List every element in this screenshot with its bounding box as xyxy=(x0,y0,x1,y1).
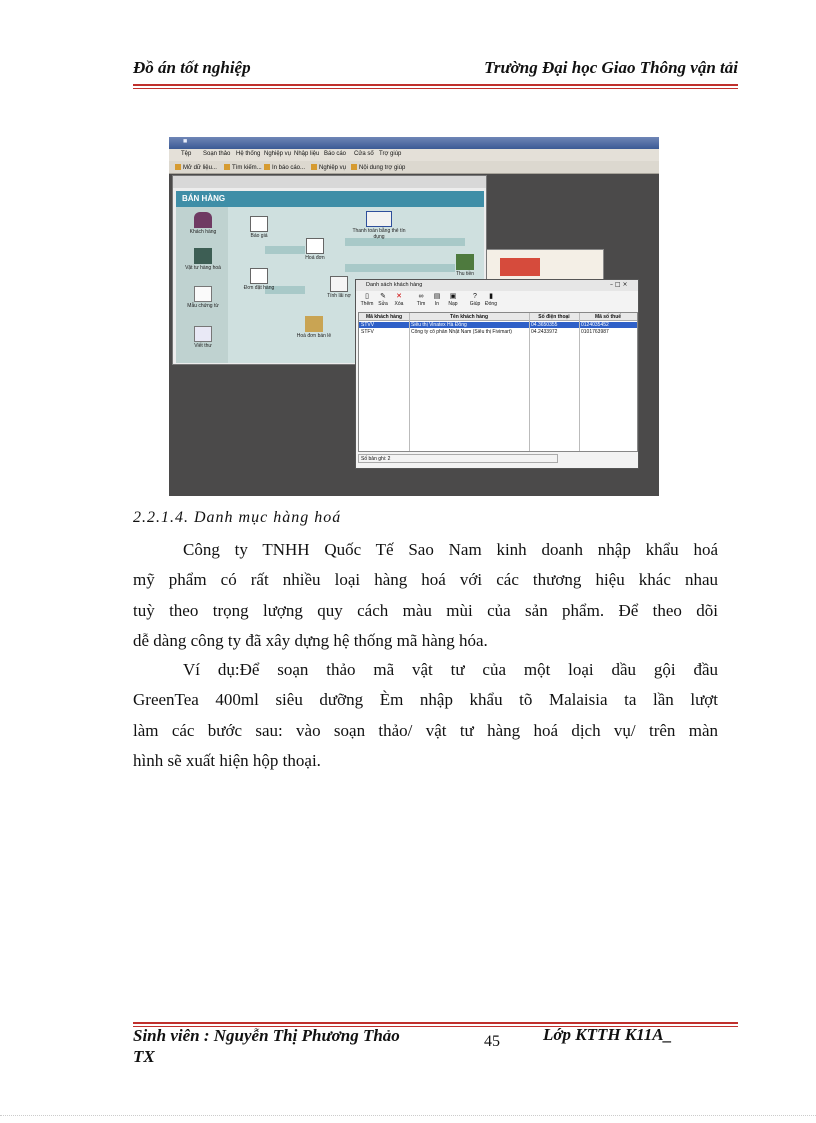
module-label: Hoá đơn xyxy=(305,255,325,261)
report-icon xyxy=(264,164,270,170)
module-label: Mẫu chứng từ xyxy=(187,303,219,309)
menu-item: Soạn thảo xyxy=(203,151,231,157)
footer-student xyxy=(133,1025,453,1067)
module-label: Hoá đơn bán lẻ xyxy=(296,333,332,339)
flow-arrow xyxy=(345,264,455,272)
invoice-doc-icon xyxy=(306,238,324,254)
module-label: Đơn đặt hàng xyxy=(243,285,275,291)
module-label: Thu tiền xyxy=(455,271,475,277)
add-button: ▯ Thêm xyxy=(360,293,374,307)
header-rule-thin xyxy=(133,88,738,89)
table-cell: Siêu thị Vinatex Hà Đông xyxy=(411,322,467,328)
column-divider xyxy=(409,313,410,451)
table-cell: 0101763987 xyxy=(581,329,609,335)
student-name-continued: TX xyxy=(133,1047,155,1066)
menu-item: Cửa số xyxy=(354,151,374,157)
paragraph-line: GreenTea 400ml siêu dưỡng Èm nhập khẩu tõ Malaisia ta lần lượt xyxy=(133,690,718,710)
section-heading: 2.2.1.4. Danh mục hàng hoá xyxy=(133,509,342,526)
module-label: Báo giá xyxy=(250,233,268,239)
footer-rule xyxy=(133,1022,738,1024)
menu-item: Nghiệp vụ xyxy=(264,151,292,157)
help-icon: ? xyxy=(473,293,477,300)
visa-card-icon xyxy=(366,211,392,227)
column-header: Mã khách hàng xyxy=(359,313,409,321)
document-icon xyxy=(194,286,212,302)
module-retail-invoice xyxy=(289,316,339,339)
paragraph-line: làm các bước sau: vào soạn thảo/ vật tư hàng hoá dịch vụ/ trên màn xyxy=(133,720,718,740)
toolbar-label: Nghiệp vụ xyxy=(319,165,347,171)
goods-box-icon xyxy=(194,248,212,264)
module-label: Vật tư hàng hoá xyxy=(185,265,221,271)
menu-item: Tệp xyxy=(181,151,192,157)
software-screenshot-figure xyxy=(169,137,659,496)
toolbar-label: Nội dung trợ giúp xyxy=(359,165,406,171)
module-label: Tính lãi nợ xyxy=(327,293,351,299)
page-number: 45 xyxy=(484,1033,500,1050)
module-templates xyxy=(181,286,225,309)
customer-list-dialog xyxy=(355,279,639,469)
app-toolbar xyxy=(169,161,659,174)
percent-icon xyxy=(330,276,348,292)
help-button: ? Giúp xyxy=(469,293,481,307)
column-header: Số điện thoại xyxy=(529,313,579,321)
column-divider xyxy=(579,313,580,451)
module-credit-card xyxy=(349,211,409,240)
paragraph-line: hình sẽ xuất hiện hộp thoại. xyxy=(133,750,321,770)
print-button: ▤ In xyxy=(433,293,441,307)
module-customers xyxy=(183,212,223,235)
close-button: ▮ Đóng xyxy=(485,293,497,307)
binoculars-icon xyxy=(224,164,230,170)
cash-icon xyxy=(456,254,474,270)
header-thesis-label: Đồ án tốt nghiệp xyxy=(133,58,251,77)
people-icon xyxy=(194,212,212,228)
module-label: Viết thư xyxy=(194,343,212,349)
paragraph-company-description xyxy=(133,535,718,656)
close-door-icon: ▮ xyxy=(489,293,493,300)
module-quotation xyxy=(241,216,277,239)
toolbar-label: In báo cáo... xyxy=(272,165,306,171)
page-header xyxy=(133,58,738,82)
business-icon xyxy=(311,164,317,170)
sales-band-title: BÁN HÀNG xyxy=(176,191,484,207)
find-button: ∞ Tìm xyxy=(416,293,426,307)
paragraph-line: Ví dụ:Để soạn thảo mã vật tư của một loại dầu gội đầu xyxy=(183,660,718,679)
quotation-doc-icon xyxy=(250,216,268,232)
binoculars-icon: ∞ xyxy=(418,293,424,300)
printer-icon: ▤ xyxy=(433,293,441,300)
paragraph-line: mỹ phẩm có rất nhiều loại hàng hoá với các thương hiệu khác nhau xyxy=(133,570,718,590)
menu-item: Báo cáo xyxy=(324,151,347,157)
menu-item: Nhập liệu xyxy=(294,151,320,157)
customer-dialog-title: Danh sách khách hàng xyxy=(356,280,638,291)
column-header: Mã số thuế xyxy=(579,313,637,321)
table-cell: Công ty cổ phần Nhật Nam (Siêu thị Fivimart) xyxy=(411,329,512,335)
paragraph-line: tuỳ theo trọng lượng quy cách màu mùi của sản phẩm. Để theo dõi xyxy=(133,600,718,620)
student-name: Sinh viên : Nguyễn Thị Phương Thảo xyxy=(133,1026,400,1045)
table-cell: 04.3650355 xyxy=(531,322,558,328)
paragraph-line: dễ dàng công ty đã xây dựng hệ thống mã hàng hóa. xyxy=(133,630,488,650)
new-doc-icon: ▯ xyxy=(365,293,369,300)
table-cell: STVV xyxy=(361,322,375,328)
customer-toolbar xyxy=(358,293,638,310)
sales-window-caption xyxy=(173,176,486,188)
table-cell: 0124035452 xyxy=(581,322,609,328)
edit-button: ✎ Sửa xyxy=(378,293,388,307)
open-data-icon xyxy=(175,164,181,170)
module-label: Khách hàng xyxy=(189,229,217,235)
load-icon: ▣ xyxy=(449,293,457,300)
menu-item: Hệ thống xyxy=(236,151,261,157)
module-goods xyxy=(183,248,223,271)
footer-class: Lớp KTTH K11A_ xyxy=(543,1025,673,1044)
customer-table xyxy=(358,312,638,452)
page-bottom-edge xyxy=(0,1115,816,1116)
module-receipts xyxy=(447,254,483,277)
module-label: Thanh toán bằng thẻ tín dụng xyxy=(352,228,406,240)
window-controls: – □ × xyxy=(610,281,628,288)
app-menu-bar xyxy=(169,149,659,161)
header-rule xyxy=(133,84,738,86)
edit-icon: ✎ xyxy=(380,293,386,300)
record-count-status: Số bản ghi: 2 xyxy=(358,454,558,463)
menu-item: Trợ giúp xyxy=(379,151,402,157)
delete-icon: ✕ xyxy=(396,293,402,300)
module-letter xyxy=(183,326,223,349)
toolbar-label: Tìm kiếm... xyxy=(232,165,262,171)
module-interest xyxy=(319,276,359,299)
column-header: Tên khách hàng xyxy=(409,313,529,321)
table-cell: STFV xyxy=(361,329,374,335)
load-button: ▣ Nạp xyxy=(448,293,458,307)
order-doc-icon xyxy=(250,268,268,284)
sales-chart-icon xyxy=(500,258,540,276)
paragraph-line: Công ty TNHH Quốc Tế Sao Nam kinh doanh nhập khẩu hoá xyxy=(183,540,718,559)
module-order xyxy=(237,268,281,291)
module-invoice xyxy=(297,238,333,261)
header-university-name: Trường Đại học Giao Thông vận tải xyxy=(484,58,738,77)
help-icon xyxy=(351,164,357,170)
coins-icon xyxy=(305,316,323,332)
letter-icon xyxy=(194,326,212,342)
app-title-bar: ■ xyxy=(169,137,659,149)
delete-button: ✕ Xóa xyxy=(394,293,404,307)
paragraph-example xyxy=(133,655,718,776)
toolbar-label: Mở dữ liệu... xyxy=(183,165,217,171)
column-divider xyxy=(529,313,530,451)
table-cell: 04.2433972 xyxy=(531,329,558,335)
